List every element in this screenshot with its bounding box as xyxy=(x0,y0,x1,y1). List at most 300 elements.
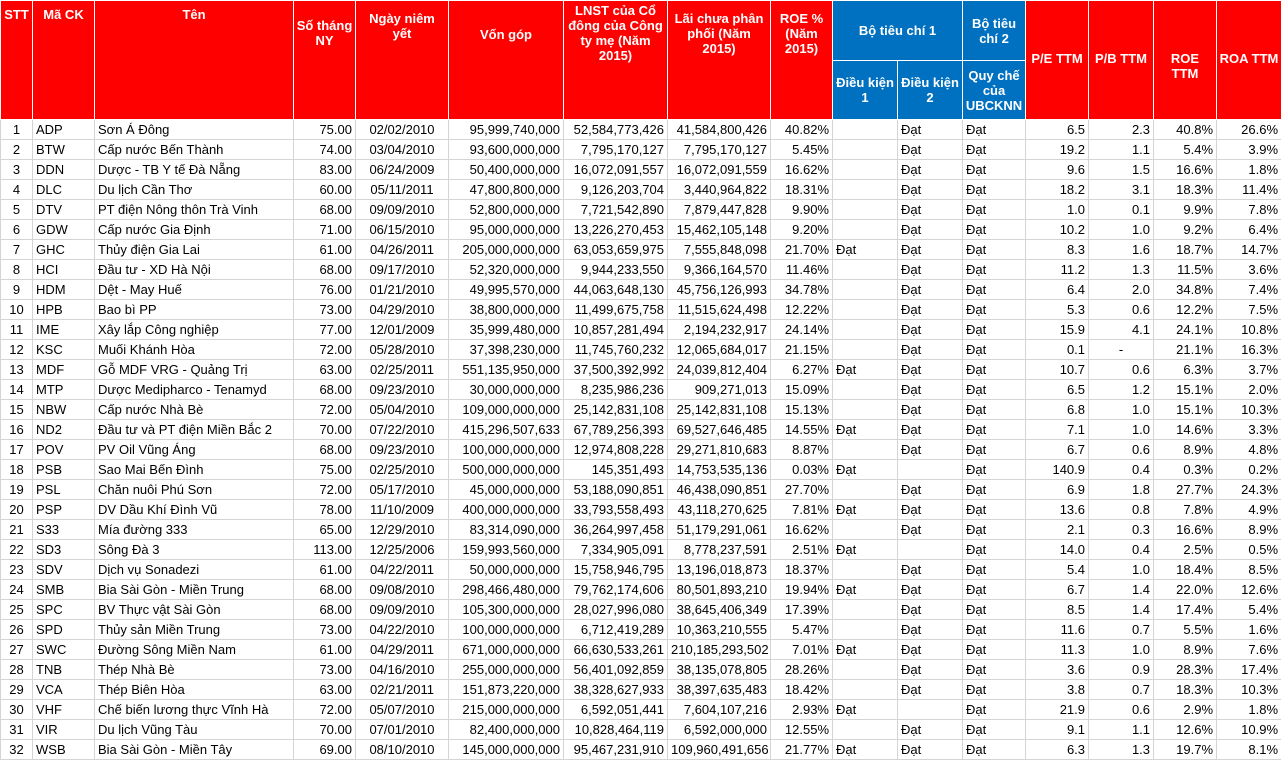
cell-ma-ck[interactable]: KSC xyxy=(33,340,95,360)
header-pe-ttm[interactable]: P/E TTM xyxy=(1026,1,1089,120)
header-stt[interactable]: STT xyxy=(1,1,33,120)
cell-ma-ck[interactable]: SDV xyxy=(33,560,95,580)
cell-pb-ttm[interactable]: 0.6 xyxy=(1089,440,1154,460)
cell-pb-ttm[interactable]: 3.1 xyxy=(1089,180,1154,200)
cell-roa-ttm[interactable]: 10.3% xyxy=(1217,680,1281,700)
cell-roe-2015[interactable]: 2.93% xyxy=(771,700,833,720)
cell-ngay-niem-yet[interactable]: 02/25/2010 xyxy=(356,460,449,480)
header-roe-2015[interactable]: ROE % (Năm 2015) xyxy=(771,1,833,120)
cell-lnst[interactable]: 7,334,905,091 xyxy=(564,540,668,560)
cell-pb-ttm[interactable]: 1.5 xyxy=(1089,160,1154,180)
cell-dieu-kien-1[interactable]: Đạt xyxy=(833,700,898,720)
cell-stt[interactable]: 26 xyxy=(1,620,33,640)
cell-stt[interactable]: 7 xyxy=(1,240,33,260)
cell-von-gop[interactable]: 205,000,000,000 xyxy=(449,240,564,260)
cell-von-gop[interactable]: 400,000,000,000 xyxy=(449,500,564,520)
cell-ngay-niem-yet[interactable]: 09/23/2010 xyxy=(356,380,449,400)
cell-so-thang[interactable]: 63.00 xyxy=(294,680,356,700)
cell-pe-ttm[interactable]: 3.8 xyxy=(1026,680,1089,700)
cell-so-thang[interactable]: 74.00 xyxy=(294,140,356,160)
cell-pe-ttm[interactable]: 6.5 xyxy=(1026,120,1089,140)
cell-roa-ttm[interactable]: 3.9% xyxy=(1217,140,1281,160)
cell-von-gop[interactable]: 100,000,000,000 xyxy=(449,620,564,640)
cell-stt[interactable]: 31 xyxy=(1,720,33,740)
cell-dieu-kien-1[interactable] xyxy=(833,180,898,200)
cell-roa-ttm[interactable]: 1.8% xyxy=(1217,160,1281,180)
table-row[interactable] xyxy=(1,320,1281,340)
cell-roe-ttm[interactable]: 19.7% xyxy=(1154,740,1217,760)
cell-quy-che[interactable]: Đạt xyxy=(963,320,1026,340)
cell-lnst[interactable]: 33,793,558,493 xyxy=(564,500,668,520)
header-roe-ttm[interactable]: ROE TTM xyxy=(1154,1,1217,120)
header-so-thang[interactable]: Số tháng NY xyxy=(294,1,356,120)
cell-ten[interactable]: Dược Medipharco - Tenamyd xyxy=(95,380,294,400)
cell-ten[interactable]: Thép Biên Hòa xyxy=(95,680,294,700)
cell-dieu-kien-1[interactable] xyxy=(833,380,898,400)
cell-lai-chua-phan-phoi[interactable]: 46,438,090,851 xyxy=(668,480,771,500)
table-row[interactable] xyxy=(1,200,1281,220)
cell-ngay-niem-yet[interactable]: 06/15/2010 xyxy=(356,220,449,240)
cell-ngay-niem-yet[interactable]: 09/09/2010 xyxy=(356,200,449,220)
cell-roe-ttm[interactable]: 18.3% xyxy=(1154,180,1217,200)
cell-lai-chua-phan-phoi[interactable]: 8,778,237,591 xyxy=(668,540,771,560)
cell-ngay-niem-yet[interactable]: 04/22/2011 xyxy=(356,560,449,580)
table-row[interactable] xyxy=(1,640,1281,660)
cell-lnst[interactable]: 25,142,831,108 xyxy=(564,400,668,420)
table-row[interactable] xyxy=(1,700,1281,720)
cell-ma-ck[interactable]: GHC xyxy=(33,240,95,260)
cell-ngay-niem-yet[interactable]: 11/10/2009 xyxy=(356,500,449,520)
header-quy-che-ubcknn[interactable]: Quy chế của UBCKNN xyxy=(963,61,1026,120)
cell-dieu-kien-2[interactable]: Đạt xyxy=(898,360,963,380)
cell-roe-2015[interactable]: 5.45% xyxy=(771,140,833,160)
cell-ngay-niem-yet[interactable]: 08/10/2010 xyxy=(356,740,449,760)
cell-roe-ttm[interactable]: 28.3% xyxy=(1154,660,1217,680)
cell-roe-2015[interactable]: 9.20% xyxy=(771,220,833,240)
cell-so-thang[interactable]: 78.00 xyxy=(294,500,356,520)
cell-roa-ttm[interactable]: 10.3% xyxy=(1217,400,1281,420)
cell-roe-2015[interactable]: 9.90% xyxy=(771,200,833,220)
cell-lnst[interactable]: 7,721,542,890 xyxy=(564,200,668,220)
table-row[interactable] xyxy=(1,440,1281,460)
cell-dieu-kien-2[interactable]: Đạt xyxy=(898,300,963,320)
cell-pe-ttm[interactable]: 9.1 xyxy=(1026,720,1089,740)
cell-ngay-niem-yet[interactable]: 04/29/2011 xyxy=(356,640,449,660)
cell-dieu-kien-1[interactable]: Đạt xyxy=(833,240,898,260)
cell-roe-ttm[interactable]: 9.9% xyxy=(1154,200,1217,220)
cell-roe-2015[interactable]: 17.39% xyxy=(771,600,833,620)
cell-von-gop[interactable]: 95,000,000,000 xyxy=(449,220,564,240)
cell-stt[interactable]: 22 xyxy=(1,540,33,560)
table-row[interactable] xyxy=(1,460,1281,480)
cell-roa-ttm[interactable]: 7.6% xyxy=(1217,640,1281,660)
cell-roa-ttm[interactable]: 8.9% xyxy=(1217,520,1281,540)
cell-roa-ttm[interactable]: 7.5% xyxy=(1217,300,1281,320)
cell-dieu-kien-1[interactable]: Đạt xyxy=(833,460,898,480)
cell-lnst[interactable]: 9,944,233,550 xyxy=(564,260,668,280)
cell-so-thang[interactable]: 73.00 xyxy=(294,620,356,640)
cell-so-thang[interactable]: 70.00 xyxy=(294,720,356,740)
header-ngay-niem-yet[interactable]: Ngày niêm yết xyxy=(356,1,449,120)
cell-pb-ttm[interactable]: 4.1 xyxy=(1089,320,1154,340)
cell-stt[interactable]: 4 xyxy=(1,180,33,200)
cell-pe-ttm[interactable]: 5.3 xyxy=(1026,300,1089,320)
cell-ma-ck[interactable]: VCA xyxy=(33,680,95,700)
cell-pb-ttm[interactable]: 2.0 xyxy=(1089,280,1154,300)
cell-roe-2015[interactable]: 21.70% xyxy=(771,240,833,260)
cell-dieu-kien-2[interactable]: Đạt xyxy=(898,260,963,280)
cell-quy-che[interactable]: Đạt xyxy=(963,120,1026,140)
cell-pb-ttm[interactable]: 0.9 xyxy=(1089,660,1154,680)
cell-pe-ttm[interactable]: 0.1 xyxy=(1026,340,1089,360)
cell-so-thang[interactable]: 60.00 xyxy=(294,180,356,200)
cell-dieu-kien-1[interactable] xyxy=(833,200,898,220)
cell-pb-ttm[interactable]: 1.0 xyxy=(1089,220,1154,240)
cell-roe-ttm[interactable]: 2.9% xyxy=(1154,700,1217,720)
cell-ten[interactable]: Gỗ MDF VRG - Quảng Trị xyxy=(95,360,294,380)
cell-ma-ck[interactable]: ND2 xyxy=(33,420,95,440)
cell-ma-ck[interactable]: VHF xyxy=(33,700,95,720)
cell-ngay-niem-yet[interactable]: 01/21/2010 xyxy=(356,280,449,300)
cell-pb-ttm[interactable]: 1.4 xyxy=(1089,600,1154,620)
cell-dieu-kien-1[interactable] xyxy=(833,280,898,300)
cell-von-gop[interactable]: 49,995,570,000 xyxy=(449,280,564,300)
cell-pe-ttm[interactable]: 8.3 xyxy=(1026,240,1089,260)
cell-so-thang[interactable]: 69.00 xyxy=(294,740,356,760)
cell-pb-ttm[interactable]: 0.4 xyxy=(1089,540,1154,560)
cell-lnst[interactable]: 11,745,760,232 xyxy=(564,340,668,360)
cell-dieu-kien-2[interactable]: Đạt xyxy=(898,340,963,360)
cell-roe-ttm[interactable]: 8.9% xyxy=(1154,440,1217,460)
cell-pe-ttm[interactable]: 6.3 xyxy=(1026,740,1089,760)
cell-dieu-kien-1[interactable]: Đạt xyxy=(833,640,898,660)
cell-ten[interactable]: Đầu tư - XD Hà Nội xyxy=(95,260,294,280)
cell-lnst[interactable]: 36,264,997,458 xyxy=(564,520,668,540)
table-row[interactable] xyxy=(1,660,1281,680)
cell-dieu-kien-1[interactable] xyxy=(833,620,898,640)
cell-pb-ttm[interactable]: 1.1 xyxy=(1089,140,1154,160)
cell-dieu-kien-2[interactable]: Đạt xyxy=(898,520,963,540)
cell-lnst[interactable]: 66,630,533,261 xyxy=(564,640,668,660)
header-lnst[interactable]: LNST của Cổ đông của Công ty mẹ (Năm 2015) xyxy=(564,1,668,120)
cell-quy-che[interactable]: Đạt xyxy=(963,420,1026,440)
cell-lai-chua-phan-phoi[interactable]: 29,271,810,683 xyxy=(668,440,771,460)
header-bo-tieu-chi-1[interactable]: Bộ tiêu chí 1 xyxy=(833,1,963,61)
cell-ma-ck[interactable]: MDF xyxy=(33,360,95,380)
header-lai-chua-phan-phoi[interactable]: Lãi chưa phân phối (Năm 2015) xyxy=(668,1,771,120)
cell-ten[interactable]: Thép Nhà Bè xyxy=(95,660,294,680)
cell-ten[interactable]: Muối Khánh Hòa xyxy=(95,340,294,360)
cell-ngay-niem-yet[interactable]: 04/22/2010 xyxy=(356,620,449,640)
cell-quy-che[interactable]: Đạt xyxy=(963,140,1026,160)
cell-pe-ttm[interactable]: 6.5 xyxy=(1026,380,1089,400)
cell-lai-chua-phan-phoi[interactable]: 109,960,491,656 xyxy=(668,740,771,760)
cell-pe-ttm[interactable]: 21.9 xyxy=(1026,700,1089,720)
cell-roe-2015[interactable]: 12.22% xyxy=(771,300,833,320)
cell-roe-2015[interactable]: 14.55% xyxy=(771,420,833,440)
cell-lnst[interactable]: 8,235,986,236 xyxy=(564,380,668,400)
cell-quy-che[interactable]: Đạt xyxy=(963,720,1026,740)
cell-pe-ttm[interactable]: 9.6 xyxy=(1026,160,1089,180)
cell-roa-ttm[interactable]: 7.8% xyxy=(1217,200,1281,220)
cell-lnst[interactable]: 53,188,090,851 xyxy=(564,480,668,500)
cell-von-gop[interactable]: 37,398,230,000 xyxy=(449,340,564,360)
cell-so-thang[interactable]: 68.00 xyxy=(294,380,356,400)
cell-quy-che[interactable]: Đạt xyxy=(963,480,1026,500)
cell-dieu-kien-1[interactable]: Đạt xyxy=(833,500,898,520)
cell-dieu-kien-1[interactable] xyxy=(833,560,898,580)
cell-lai-chua-phan-phoi[interactable]: 16,072,091,559 xyxy=(668,160,771,180)
cell-ten[interactable]: BV Thực vật Sài Gòn xyxy=(95,600,294,620)
cell-stt[interactable]: 2 xyxy=(1,140,33,160)
cell-dieu-kien-2[interactable]: Đạt xyxy=(898,220,963,240)
cell-roe-2015[interactable]: 8.87% xyxy=(771,440,833,460)
cell-ten[interactable]: Thủy điện Gia Lai xyxy=(95,240,294,260)
cell-dieu-kien-2[interactable] xyxy=(898,700,963,720)
cell-ngay-niem-yet[interactable]: 05/17/2010 xyxy=(356,480,449,500)
cell-lai-chua-phan-phoi[interactable]: 210,185,293,502 xyxy=(668,640,771,660)
cell-roe-ttm[interactable]: 18.3% xyxy=(1154,680,1217,700)
cell-quy-che[interactable]: Đạt xyxy=(963,380,1026,400)
cell-roa-ttm[interactable]: 0.2% xyxy=(1217,460,1281,480)
cell-dieu-kien-2[interactable]: Đạt xyxy=(898,200,963,220)
cell-pb-ttm[interactable]: 0.4 xyxy=(1089,460,1154,480)
cell-so-thang[interactable]: 68.00 xyxy=(294,260,356,280)
cell-lnst[interactable]: 6,592,051,441 xyxy=(564,700,668,720)
cell-roe-2015[interactable]: 15.13% xyxy=(771,400,833,420)
cell-roe-ttm[interactable]: 21.1% xyxy=(1154,340,1217,360)
cell-dieu-kien-1[interactable] xyxy=(833,440,898,460)
cell-roe-2015[interactable]: 34.78% xyxy=(771,280,833,300)
cell-ma-ck[interactable]: SD3 xyxy=(33,540,95,560)
cell-von-gop[interactable]: 83,314,090,000 xyxy=(449,520,564,540)
cell-ten[interactable]: Mía đường 333 xyxy=(95,520,294,540)
cell-quy-che[interactable]: Đạt xyxy=(963,560,1026,580)
cell-dieu-kien-2[interactable]: Đạt xyxy=(898,320,963,340)
cell-lnst[interactable]: 52,584,773,426 xyxy=(564,120,668,140)
cell-lnst[interactable]: 16,072,091,557 xyxy=(564,160,668,180)
cell-roe-2015[interactable]: 2.51% xyxy=(771,540,833,560)
cell-dieu-kien-1[interactable] xyxy=(833,680,898,700)
cell-dieu-kien-1[interactable] xyxy=(833,600,898,620)
cell-pe-ttm[interactable]: 11.6 xyxy=(1026,620,1089,640)
cell-von-gop[interactable]: 30,000,000,000 xyxy=(449,380,564,400)
header-ma-ck[interactable]: Mã CK xyxy=(33,1,95,120)
cell-lai-chua-phan-phoi[interactable]: 38,397,635,483 xyxy=(668,680,771,700)
table-row[interactable] xyxy=(1,400,1281,420)
cell-quy-che[interactable]: Đạt xyxy=(963,180,1026,200)
table-row[interactable] xyxy=(1,560,1281,580)
cell-dieu-kien-1[interactable]: Đạt xyxy=(833,580,898,600)
cell-roe-ttm[interactable]: 8.9% xyxy=(1154,640,1217,660)
cell-ngay-niem-yet[interactable]: 09/23/2010 xyxy=(356,440,449,460)
cell-ngay-niem-yet[interactable]: 09/09/2010 xyxy=(356,600,449,620)
cell-ma-ck[interactable]: PSL xyxy=(33,480,95,500)
table-row[interactable] xyxy=(1,340,1281,360)
cell-so-thang[interactable]: 61.00 xyxy=(294,560,356,580)
cell-roa-ttm[interactable]: 5.4% xyxy=(1217,600,1281,620)
cell-von-gop[interactable]: 151,873,220,000 xyxy=(449,680,564,700)
cell-lai-chua-phan-phoi[interactable]: 11,515,624,498 xyxy=(668,300,771,320)
cell-lnst[interactable]: 10,828,464,119 xyxy=(564,720,668,740)
cell-ten[interactable]: Xây lắp Công nghiệp xyxy=(95,320,294,340)
cell-roe-2015[interactable]: 7.81% xyxy=(771,500,833,520)
cell-ngay-niem-yet[interactable]: 04/26/2011 xyxy=(356,240,449,260)
cell-ten[interactable]: Sơn Á Đông xyxy=(95,120,294,140)
cell-pb-ttm[interactable]: 1.1 xyxy=(1089,720,1154,740)
cell-stt[interactable]: 9 xyxy=(1,280,33,300)
table-row[interactable] xyxy=(1,480,1281,500)
cell-stt[interactable]: 12 xyxy=(1,340,33,360)
cell-pb-ttm[interactable]: 1.0 xyxy=(1089,400,1154,420)
cell-lai-chua-phan-phoi[interactable]: 13,196,018,873 xyxy=(668,560,771,580)
cell-stt[interactable]: 17 xyxy=(1,440,33,460)
cell-pb-ttm[interactable]: 0.8 xyxy=(1089,500,1154,520)
cell-lai-chua-phan-phoi[interactable]: 3,440,964,822 xyxy=(668,180,771,200)
cell-quy-che[interactable]: Đạt xyxy=(963,460,1026,480)
cell-lnst[interactable]: 10,857,281,494 xyxy=(564,320,668,340)
cell-dieu-kien-1[interactable] xyxy=(833,260,898,280)
cell-pe-ttm[interactable]: 14.0 xyxy=(1026,540,1089,560)
cell-lai-chua-phan-phoi[interactable]: 7,555,848,098 xyxy=(668,240,771,260)
cell-stt[interactable]: 21 xyxy=(1,520,33,540)
cell-ngay-niem-yet[interactable]: 09/17/2010 xyxy=(356,260,449,280)
cell-von-gop[interactable]: 500,000,000,000 xyxy=(449,460,564,480)
cell-lai-chua-phan-phoi[interactable]: 6,592,000,000 xyxy=(668,720,771,740)
cell-ten[interactable]: Cấp nước Nhà Bè xyxy=(95,400,294,420)
cell-ngay-niem-yet[interactable]: 05/04/2010 xyxy=(356,400,449,420)
cell-ma-ck[interactable]: DLC xyxy=(33,180,95,200)
cell-ma-ck[interactable]: GDW xyxy=(33,220,95,240)
cell-stt[interactable]: 8 xyxy=(1,260,33,280)
table-row[interactable] xyxy=(1,220,1281,240)
cell-lai-chua-phan-phoi[interactable]: 14,753,535,136 xyxy=(668,460,771,480)
cell-roe-ttm[interactable]: 6.3% xyxy=(1154,360,1217,380)
cell-so-thang[interactable]: 71.00 xyxy=(294,220,356,240)
cell-dieu-kien-1[interactable] xyxy=(833,140,898,160)
cell-dieu-kien-2[interactable]: Đạt xyxy=(898,280,963,300)
cell-von-gop[interactable]: 255,000,000,000 xyxy=(449,660,564,680)
cell-roe-ttm[interactable]: 0.3% xyxy=(1154,460,1217,480)
cell-so-thang[interactable]: 72.00 xyxy=(294,700,356,720)
cell-stt[interactable]: 15 xyxy=(1,400,33,420)
cell-dieu-kien-2[interactable]: Đạt xyxy=(898,160,963,180)
cell-quy-che[interactable]: Đạt xyxy=(963,580,1026,600)
cell-quy-che[interactable]: Đạt xyxy=(963,340,1026,360)
cell-quy-che[interactable]: Đạt xyxy=(963,300,1026,320)
cell-stt[interactable]: 5 xyxy=(1,200,33,220)
cell-ma-ck[interactable]: VIR xyxy=(33,720,95,740)
cell-ten[interactable]: Chăn nuôi Phú Sơn xyxy=(95,480,294,500)
cell-ngay-niem-yet[interactable]: 09/08/2010 xyxy=(356,580,449,600)
cell-roa-ttm[interactable]: 12.6% xyxy=(1217,580,1281,600)
cell-stt[interactable]: 30 xyxy=(1,700,33,720)
cell-ngay-niem-yet[interactable]: 04/29/2010 xyxy=(356,300,449,320)
cell-stt[interactable]: 19 xyxy=(1,480,33,500)
table-row[interactable] xyxy=(1,620,1281,640)
cell-pb-ttm[interactable]: 0.1 xyxy=(1089,200,1154,220)
cell-quy-che[interactable]: Đạt xyxy=(963,440,1026,460)
cell-dieu-kien-2[interactable]: Đạt xyxy=(898,660,963,680)
cell-pe-ttm[interactable]: 140.9 xyxy=(1026,460,1089,480)
table-row[interactable] xyxy=(1,580,1281,600)
cell-dieu-kien-2[interactable]: Đạt xyxy=(898,680,963,700)
cell-pe-ttm[interactable]: 6.7 xyxy=(1026,440,1089,460)
cell-lai-chua-phan-phoi[interactable]: 7,879,447,828 xyxy=(668,200,771,220)
cell-pb-ttm[interactable]: 1.6 xyxy=(1089,240,1154,260)
cell-stt[interactable]: 28 xyxy=(1,660,33,680)
cell-stt[interactable]: 32 xyxy=(1,740,33,760)
cell-roe-2015[interactable]: 7.01% xyxy=(771,640,833,660)
cell-lai-chua-phan-phoi[interactable]: 24,039,812,404 xyxy=(668,360,771,380)
cell-lnst[interactable]: 15,758,946,795 xyxy=(564,560,668,580)
cell-von-gop[interactable]: 45,000,000,000 xyxy=(449,480,564,500)
cell-dieu-kien-2[interactable]: Đạt xyxy=(898,640,963,660)
cell-quy-che[interactable]: Đạt xyxy=(963,360,1026,380)
cell-so-thang[interactable]: 73.00 xyxy=(294,300,356,320)
cell-quy-che[interactable]: Đạt xyxy=(963,520,1026,540)
cell-lnst[interactable]: 9,126,203,704 xyxy=(564,180,668,200)
cell-pb-ttm[interactable]: - xyxy=(1089,340,1154,360)
cell-lai-chua-phan-phoi[interactable]: 15,462,105,148 xyxy=(668,220,771,240)
cell-roe-2015[interactable]: 21.15% xyxy=(771,340,833,360)
cell-quy-che[interactable]: Đạt xyxy=(963,620,1026,640)
cell-dieu-kien-1[interactable] xyxy=(833,340,898,360)
cell-dieu-kien-2[interactable]: Đạt xyxy=(898,400,963,420)
cell-roe-ttm[interactable]: 18.4% xyxy=(1154,560,1217,580)
cell-quy-che[interactable]: Đạt xyxy=(963,680,1026,700)
cell-ma-ck[interactable]: PSP xyxy=(33,500,95,520)
cell-ten[interactable]: Chế biến lương thực Vĩnh Hà xyxy=(95,700,294,720)
cell-lai-chua-phan-phoi[interactable]: 45,756,126,993 xyxy=(668,280,771,300)
cell-roe-ttm[interactable]: 24.1% xyxy=(1154,320,1217,340)
cell-ngay-niem-yet[interactable]: 06/24/2009 xyxy=(356,160,449,180)
cell-ma-ck[interactable]: S33 xyxy=(33,520,95,540)
cell-dieu-kien-1[interactable] xyxy=(833,400,898,420)
cell-lai-chua-phan-phoi[interactable]: 43,118,270,625 xyxy=(668,500,771,520)
cell-roe-2015[interactable]: 18.37% xyxy=(771,560,833,580)
cell-so-thang[interactable]: 72.00 xyxy=(294,480,356,500)
cell-quy-che[interactable]: Đạt xyxy=(963,240,1026,260)
cell-quy-che[interactable]: Đạt xyxy=(963,220,1026,240)
cell-dieu-kien-2[interactable]: Đạt xyxy=(898,140,963,160)
cell-quy-che[interactable]: Đạt xyxy=(963,540,1026,560)
cell-stt[interactable]: 11 xyxy=(1,320,33,340)
cell-ngay-niem-yet[interactable]: 03/04/2010 xyxy=(356,140,449,160)
table-row[interactable] xyxy=(1,140,1281,160)
cell-pe-ttm[interactable]: 2.1 xyxy=(1026,520,1089,540)
cell-roe-2015[interactable]: 18.31% xyxy=(771,180,833,200)
cell-pb-ttm[interactable]: 0.6 xyxy=(1089,300,1154,320)
cell-dieu-kien-2[interactable]: Đạt xyxy=(898,440,963,460)
cell-lai-chua-phan-phoi[interactable]: 38,645,406,349 xyxy=(668,600,771,620)
cell-pe-ttm[interactable]: 6.7 xyxy=(1026,580,1089,600)
cell-dieu-kien-2[interactable]: Đạt xyxy=(898,740,963,760)
cell-lnst[interactable]: 67,789,256,393 xyxy=(564,420,668,440)
cell-dieu-kien-1[interactable] xyxy=(833,220,898,240)
cell-roe-ttm[interactable]: 27.7% xyxy=(1154,480,1217,500)
cell-pe-ttm[interactable]: 3.6 xyxy=(1026,660,1089,680)
cell-stt[interactable]: 29 xyxy=(1,680,33,700)
table-row[interactable] xyxy=(1,160,1281,180)
cell-lnst[interactable]: 38,328,627,933 xyxy=(564,680,668,700)
cell-ten[interactable]: Du lịch Vũng Tàu xyxy=(95,720,294,740)
header-von-gop[interactable]: Vốn góp xyxy=(449,1,564,120)
cell-stt[interactable]: 16 xyxy=(1,420,33,440)
cell-stt[interactable]: 23 xyxy=(1,560,33,580)
cell-stt[interactable]: 18 xyxy=(1,460,33,480)
table-row[interactable] xyxy=(1,720,1281,740)
